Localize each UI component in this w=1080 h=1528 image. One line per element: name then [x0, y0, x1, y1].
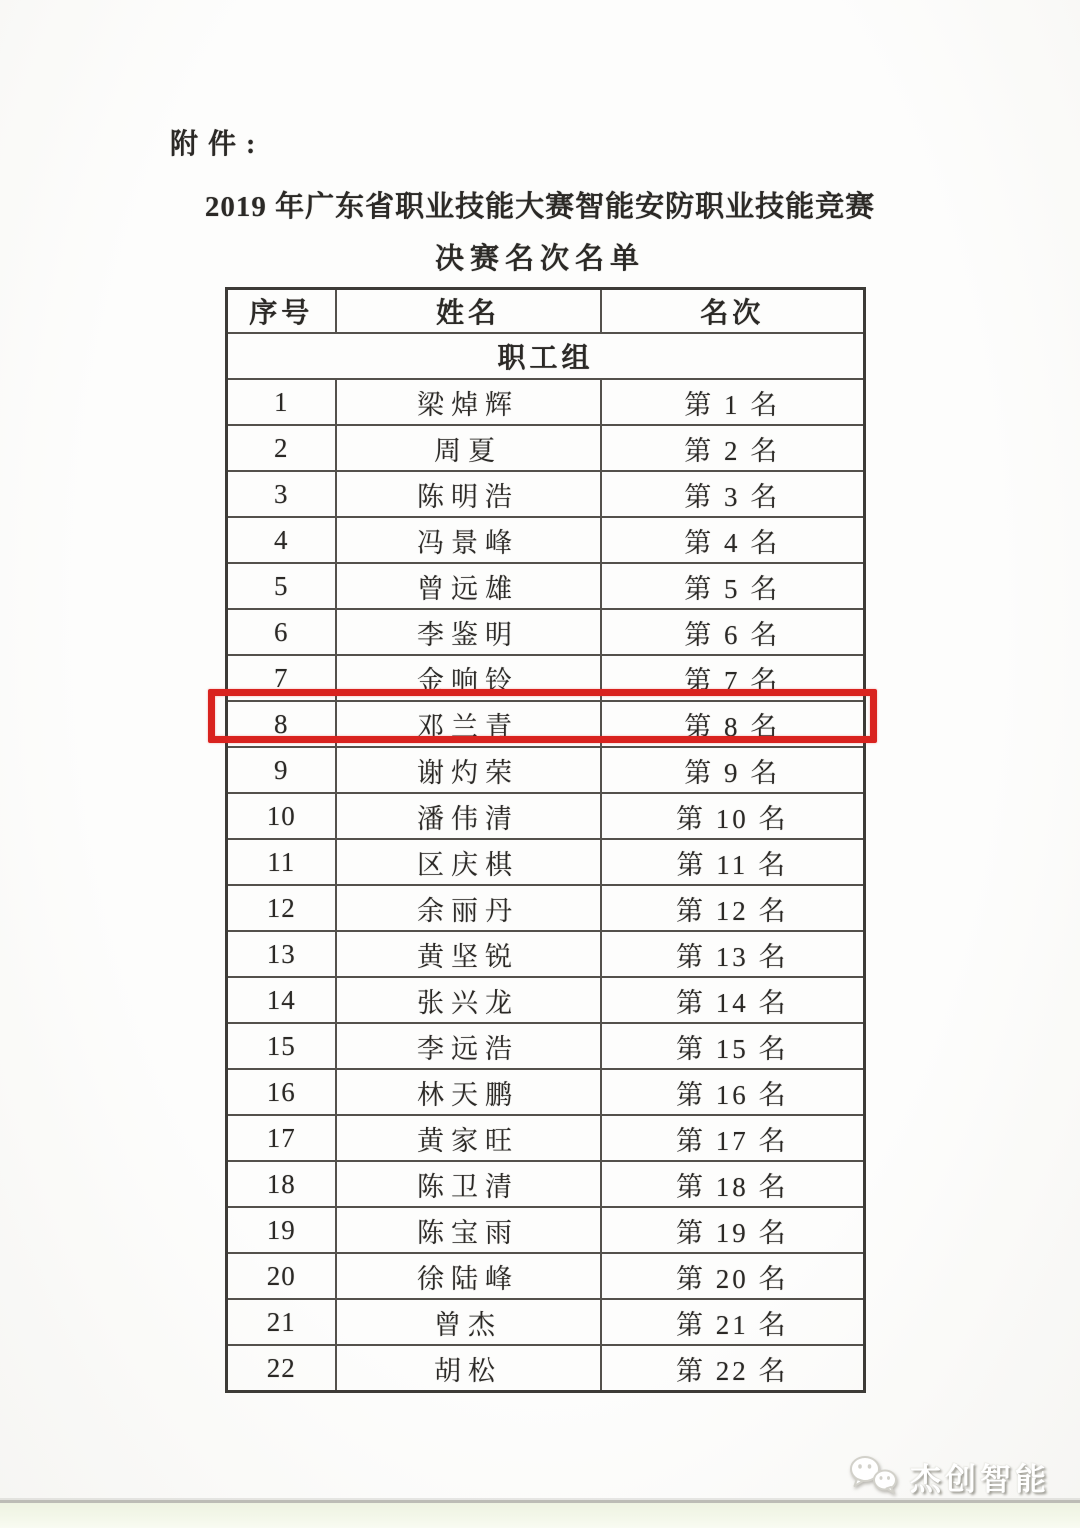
table-row — [227, 1069, 865, 1115]
cell-serial: 22 — [227, 1345, 336, 1392]
cell-rank: 第 2 名 — [601, 425, 865, 471]
cell-rank: 第 16 名 — [601, 1069, 865, 1115]
table-row — [227, 1345, 865, 1392]
cell-rank: 第 7 名 — [601, 655, 865, 701]
table-row — [227, 379, 865, 425]
cell-rank: 第 9 名 — [601, 747, 865, 793]
table-row — [227, 609, 865, 655]
cell-serial: 13 — [227, 931, 336, 977]
cell-serial: 6 — [227, 609, 336, 655]
table-row — [227, 701, 865, 747]
cell-name: 陈宝雨 — [336, 1207, 601, 1253]
cell-serial: 21 — [227, 1299, 336, 1345]
cell-serial: 2 — [227, 425, 336, 471]
group-header-cell: 职工组 — [227, 333, 865, 379]
table-row — [227, 793, 865, 839]
attachment-label: 附件: — [170, 129, 266, 160]
cell-rank: 第 6 名 — [601, 609, 865, 655]
cell-rank: 第 13 名 — [601, 931, 865, 977]
cell-name: 周夏 — [336, 425, 601, 471]
table-row — [227, 1023, 865, 1069]
cell-serial: 8 — [227, 701, 336, 747]
cell-rank: 第 17 名 — [601, 1115, 865, 1161]
cell-rank: 第 3 名 — [601, 471, 865, 517]
scan-page-edge — [0, 1500, 1080, 1528]
cell-name: 金响铃 — [336, 655, 601, 701]
cell-rank: 第 4 名 — [601, 517, 865, 563]
cell-name: 李远浩 — [336, 1023, 601, 1069]
cell-name: 区庆棋 — [336, 839, 601, 885]
table-body — [227, 333, 865, 1392]
cell-rank: 第 15 名 — [601, 1023, 865, 1069]
cell-serial: 19 — [227, 1207, 336, 1253]
cell-rank: 第 12 名 — [601, 885, 865, 931]
cell-name: 余丽丹 — [336, 885, 601, 931]
cell-name: 梁焯辉 — [336, 379, 601, 425]
cell-name: 张兴龙 — [336, 977, 601, 1023]
cell-rank: 第 18 名 — [601, 1161, 865, 1207]
cell-serial: 16 — [227, 1069, 336, 1115]
cell-name: 潘伟清 — [336, 793, 601, 839]
cell-serial: 9 — [227, 747, 336, 793]
cell-serial: 15 — [227, 1023, 336, 1069]
cell-serial: 18 — [227, 1161, 336, 1207]
cell-rank: 第 19 名 — [601, 1207, 865, 1253]
document-title-line2: 决赛名次名单 — [434, 243, 645, 275]
cell-rank: 第 20 名 — [601, 1253, 865, 1299]
cell-name: 林天鹏 — [336, 1069, 601, 1115]
cell-serial: 20 — [227, 1253, 336, 1299]
cell-name: 李鉴明 — [336, 609, 601, 655]
column-header-serial: 序号 — [227, 289, 336, 334]
cell-rank: 第 1 名 — [601, 379, 865, 425]
table-row — [227, 1299, 865, 1345]
cell-serial: 4 — [227, 517, 336, 563]
table-row — [227, 885, 865, 931]
cell-serial: 7 — [227, 655, 336, 701]
cell-serial: 11 — [227, 839, 336, 885]
cell-serial: 5 — [227, 563, 336, 609]
table-row — [227, 517, 865, 563]
table-row — [227, 655, 865, 701]
cell-name: 曾杰 — [336, 1299, 601, 1345]
cell-name: 胡松 — [336, 1345, 601, 1392]
document-title-line1: 2019 年广东省职业技能大赛智能安防职业技能竞赛 — [204, 191, 876, 223]
table-row — [227, 1207, 865, 1253]
cell-rank: 第 11 名 — [601, 839, 865, 885]
cell-serial: 12 — [227, 885, 336, 931]
table-row — [227, 1161, 865, 1207]
cell-name: 冯景峰 — [336, 517, 601, 563]
group-header-row — [227, 333, 865, 379]
ranking-table — [225, 287, 866, 1393]
cell-rank: 第 22 名 — [601, 1345, 865, 1392]
table-row — [227, 931, 865, 977]
cell-name: 陈卫清 — [336, 1161, 601, 1207]
cell-name: 曾远雄 — [336, 563, 601, 609]
table-row — [227, 747, 865, 793]
cell-name: 黄坚锐 — [336, 931, 601, 977]
cell-serial: 3 — [227, 471, 336, 517]
brand-watermark — [848, 1450, 1050, 1502]
cell-serial: 14 — [227, 977, 336, 1023]
cell-name: 谢灼荣 — [336, 747, 601, 793]
column-header-rank: 名次 — [601, 289, 865, 334]
wechat-bubbles-icon — [848, 1454, 900, 1498]
cell-serial: 1 — [227, 379, 336, 425]
table-row — [227, 425, 865, 471]
cell-rank: 第 5 名 — [601, 563, 865, 609]
cell-serial: 10 — [227, 793, 336, 839]
brand-text: 杰创智能 — [910, 1461, 1050, 1497]
table-row — [227, 977, 865, 1023]
cell-serial: 17 — [227, 1115, 336, 1161]
table-row — [227, 1115, 865, 1161]
cell-rank: 第 8 名 — [601, 701, 865, 747]
cell-name: 黄家旺 — [336, 1115, 601, 1161]
column-header-name: 姓名 — [336, 289, 601, 334]
cell-name: 徐陆峰 — [336, 1253, 601, 1299]
table-header-row — [227, 289, 865, 334]
cell-rank: 第 14 名 — [601, 977, 865, 1023]
table-row — [227, 1253, 865, 1299]
table-row — [227, 471, 865, 517]
cell-rank: 第 21 名 — [601, 1299, 865, 1345]
cell-name: 陈明浩 — [336, 471, 601, 517]
table-row — [227, 839, 865, 885]
table-row — [227, 563, 865, 609]
cell-name: 邓兰青 — [336, 701, 601, 747]
cell-rank: 第 10 名 — [601, 793, 865, 839]
